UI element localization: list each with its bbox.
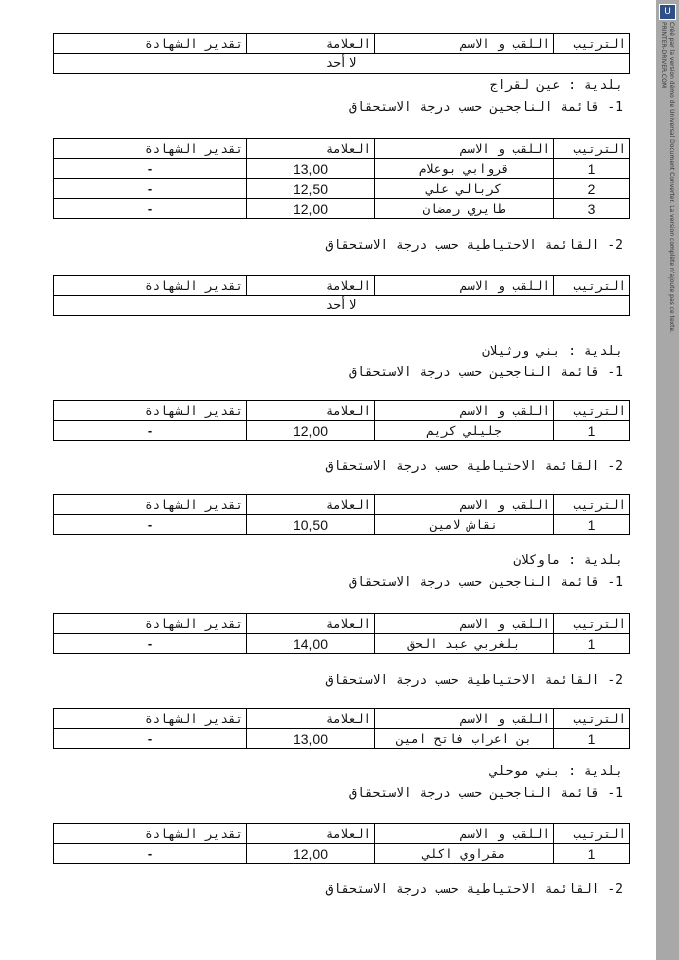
winners-title: 1- قائمة الناجحين حسب درجة الاستحقاق	[349, 786, 623, 801]
mark-header: العلامة	[247, 824, 375, 844]
results-table	[53, 138, 630, 219]
table-row	[54, 844, 630, 864]
winners-title: 1- قائمة الناجحين حسب درجة الاستحقاق	[349, 365, 623, 380]
mark-header: العلامة	[247, 401, 375, 421]
mark-header: العلامة	[247, 709, 375, 729]
name-cell: بلغربي عبد الحق	[375, 634, 554, 654]
rank-header: الترتيب	[554, 824, 630, 844]
table-row	[54, 199, 630, 219]
grade-cell: -	[54, 729, 247, 749]
grade-cell: -	[54, 421, 247, 441]
rank-cell: 2	[554, 179, 630, 199]
name-cell: نقاش لامين	[375, 515, 554, 535]
empty-cell: لا أحد	[54, 296, 630, 316]
table-row	[54, 54, 630, 74]
table-header-row	[54, 276, 630, 296]
mark-header: العلامة	[247, 495, 375, 515]
rank-header: الترتيب	[554, 495, 630, 515]
results-table	[53, 33, 630, 74]
grade-cell: -	[54, 515, 247, 535]
rank-cell: 1	[554, 634, 630, 654]
rank-header: الترتيب	[554, 276, 630, 296]
name-header: اللقب و الاسم	[375, 139, 554, 159]
empty-cell: لا أحد	[54, 54, 630, 74]
name-cell: بن اعراب فاتح امين	[375, 729, 554, 749]
rank-cell: 1	[554, 844, 630, 864]
mark-cell: 12,00	[247, 844, 375, 864]
winners-title: 1- قائمة الناجحين حسب درجة الاستحقاق	[349, 575, 623, 590]
name-cell: طايري رمضان	[375, 199, 554, 219]
rank-header: الترتيب	[554, 34, 630, 54]
mark-header: العلامة	[247, 614, 375, 634]
name-header: اللقب و الاسم	[375, 709, 554, 729]
mark-header: العلامة	[247, 34, 375, 54]
grade-cell: -	[54, 159, 247, 179]
grade-cell: -	[54, 844, 247, 864]
converter-logo-icon: U	[659, 4, 676, 20]
table-header-row	[54, 401, 630, 421]
grade-cell: -	[54, 179, 247, 199]
municipality-heading: بلدية : عين لقراج	[489, 78, 623, 93]
table-row	[54, 515, 630, 535]
rank-cell: 1	[554, 421, 630, 441]
grade-header: تقدير الشهادة	[54, 709, 247, 729]
municipality-heading: بلدية : ماوكلان	[513, 553, 623, 568]
table-header-row	[54, 495, 630, 515]
table-row	[54, 421, 630, 441]
rank-cell: 1	[554, 515, 630, 535]
name-header: اللقب و الاسم	[375, 401, 554, 421]
rank-cell: 3	[554, 199, 630, 219]
rank-header: الترتيب	[554, 401, 630, 421]
mark-cell: 12,50	[247, 179, 375, 199]
name-header: اللقب و الاسم	[375, 276, 554, 296]
name-cell: مقراوي اكلي	[375, 844, 554, 864]
results-table	[53, 708, 630, 749]
grade-header: تقدير الشهادة	[54, 401, 247, 421]
grade-cell: -	[54, 634, 247, 654]
grade-header: تقدير الشهادة	[54, 614, 247, 634]
grade-header: تقدير الشهادة	[54, 824, 247, 844]
table-row	[54, 634, 630, 654]
results-table	[53, 613, 630, 654]
name-header: اللقب و الاسم	[375, 824, 554, 844]
grade-header: تقدير الشهادة	[54, 139, 247, 159]
mark-cell: 13,00	[247, 729, 375, 749]
table-header-row	[54, 824, 630, 844]
results-table	[53, 400, 630, 441]
grade-header: تقدير الشهادة	[54, 495, 247, 515]
grade-header: تقدير الشهادة	[54, 276, 247, 296]
mark-cell: 13,00	[247, 159, 375, 179]
mark-header: العلامة	[247, 276, 375, 296]
reserve-title: 2- القائمة الاحتياطية حسب درجة الاستحقاق	[325, 673, 623, 688]
reserve-title: 2- القائمة الاحتياطية حسب درجة الاستحقاق	[325, 459, 623, 474]
results-table	[53, 823, 630, 864]
rank-cell: 1	[554, 159, 630, 179]
results-table	[53, 494, 630, 535]
rank-cell: 1	[554, 729, 630, 749]
name-cell: جليلي كريم	[375, 421, 554, 441]
name-cell: كربالي علي	[375, 179, 554, 199]
table-row	[54, 159, 630, 179]
municipality-heading: بلدية : بني ورثيلان	[482, 344, 623, 359]
mark-cell: 14,00	[247, 634, 375, 654]
reserve-title: 2- القائمة الاحتياطية حسب درجة الاستحقاق	[325, 882, 623, 897]
table-row	[54, 179, 630, 199]
rank-header: الترتيب	[554, 709, 630, 729]
watermark-text: Créé par la version démo de Universal Document Converter. La version complète n'ajoute pas ce texte. PRINTER-DRIVER.COM	[660, 22, 675, 334]
name-header: اللقب و الاسم	[375, 614, 554, 634]
table-header-row	[54, 709, 630, 729]
table-row	[54, 729, 630, 749]
name-cell: قروابي بوعلام	[375, 159, 554, 179]
rank-header: الترتيب	[554, 614, 630, 634]
mark-cell: 10,50	[247, 515, 375, 535]
table-header-row	[54, 139, 630, 159]
name-header: اللقب و الاسم	[375, 495, 554, 515]
results-table	[53, 275, 630, 316]
winners-title: 1- قائمة الناجحين حسب درجة الاستحقاق	[349, 100, 623, 115]
rank-header: الترتيب	[554, 139, 630, 159]
reserve-title: 2- القائمة الاحتياطية حسب درجة الاستحقاق	[325, 238, 623, 253]
converter-watermark-strip	[656, 0, 679, 960]
table-header-row	[54, 34, 630, 54]
grade-cell: -	[54, 199, 247, 219]
mark-header: العلامة	[247, 139, 375, 159]
table-header-row	[54, 614, 630, 634]
mark-cell: 12,00	[247, 199, 375, 219]
name-header: اللقب و الاسم	[375, 34, 554, 54]
grade-header: تقدير الشهادة	[54, 34, 247, 54]
mark-cell: 12,00	[247, 421, 375, 441]
municipality-heading: بلدية : بني موحلي	[489, 764, 623, 779]
table-row	[54, 296, 630, 316]
